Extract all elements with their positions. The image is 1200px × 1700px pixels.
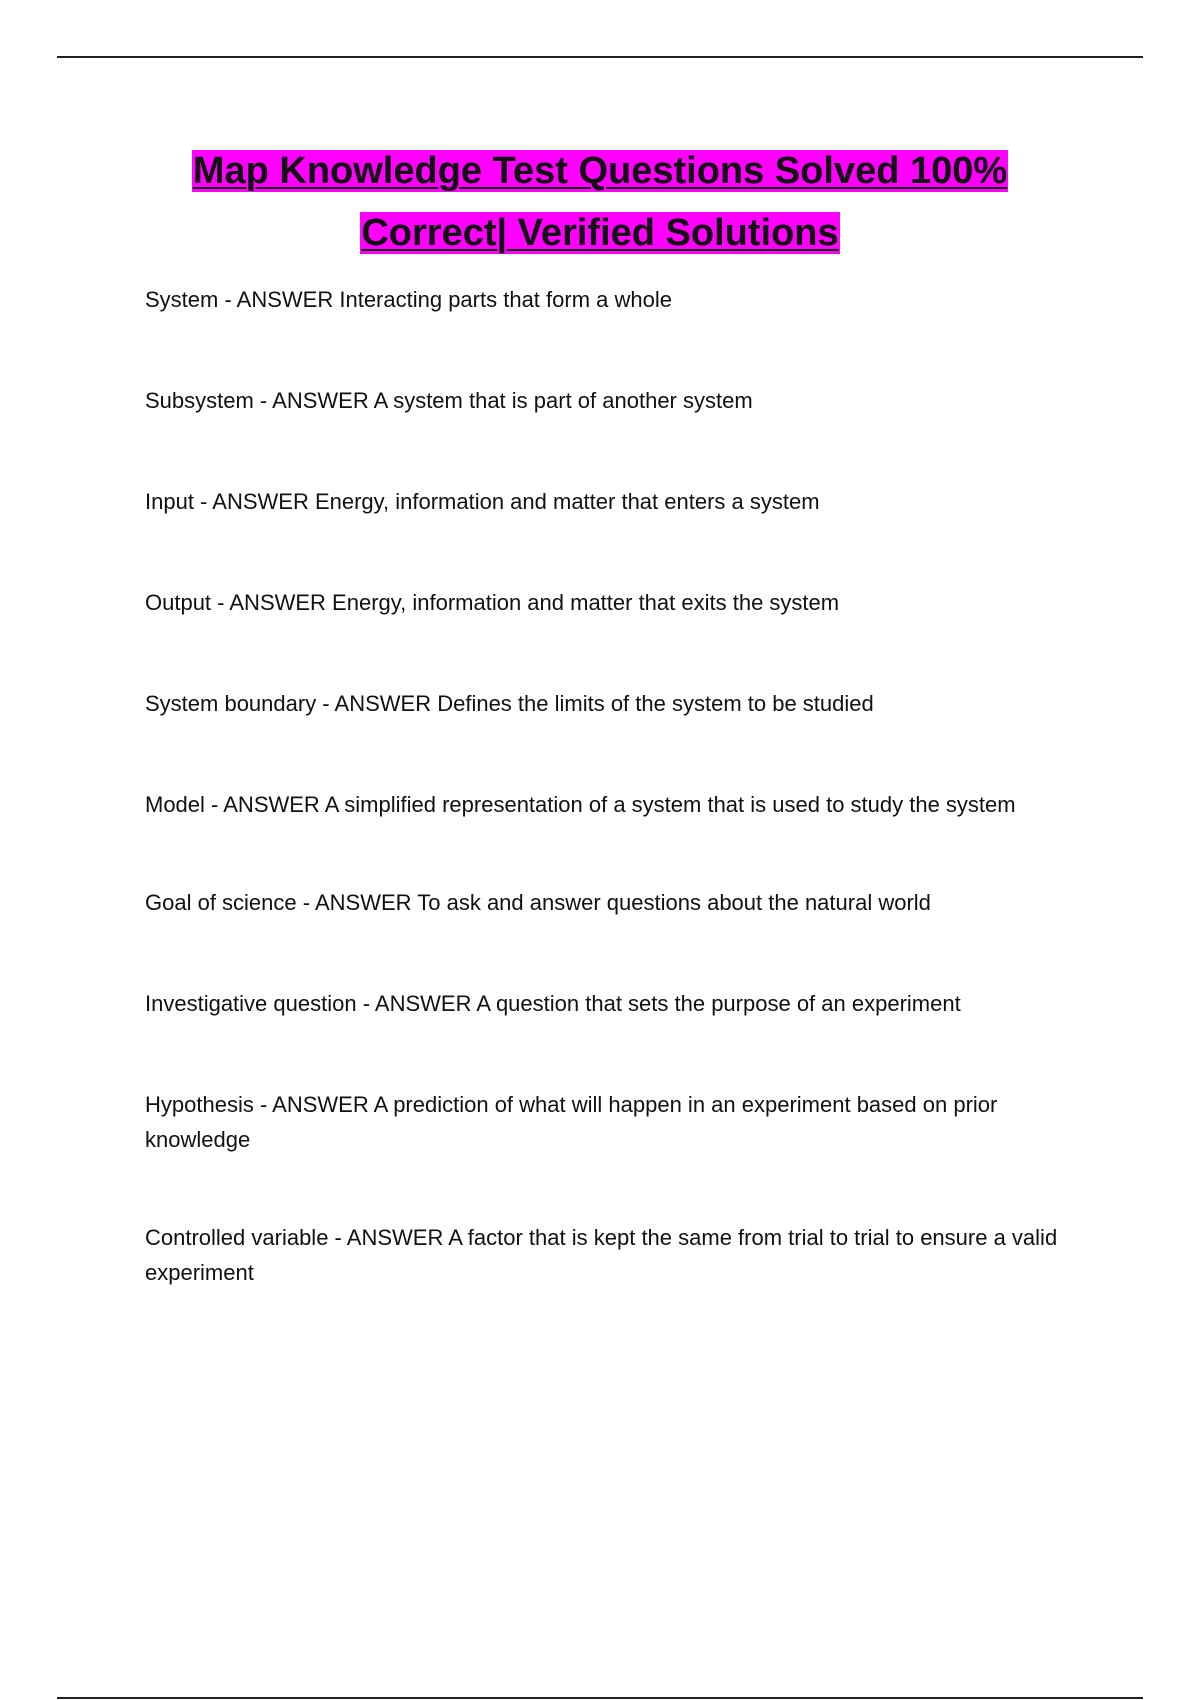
document-title: [140, 140, 1060, 264]
footer-divider: [57, 1697, 1143, 1699]
title-line-2: Correct| Verified Solutions: [361, 212, 839, 254]
header-divider: [57, 56, 1143, 58]
qa-item-hypothesis: [145, 1087, 1090, 1157]
qa-text: System - ANSWER Interacting parts that form a whole: [145, 287, 672, 312]
qa-list: [145, 282, 1090, 1353]
qa-text: Subsystem - ANSWER A system that is part of another system: [145, 388, 753, 413]
qa-item-goal-of-science: [145, 885, 1090, 920]
qa-item-investigative-question: [145, 986, 1090, 1021]
qa-text: Investigative question - ANSWER A question that sets the purpose of an experiment: [145, 991, 961, 1016]
qa-text: Model - ANSWER A simplified representation of a system that is used to study the system: [145, 792, 1016, 817]
qa-text: Hypothesis - ANSWER A prediction of what will happen in an experiment based on prior knowledge: [145, 1092, 998, 1152]
qa-text: Goal of science - ANSWER To ask and answer questions about the natural world: [145, 890, 931, 915]
qa-text: Controlled variable - ANSWER A factor that is kept the same from trial to trial to ensure a valid experiment: [145, 1225, 1058, 1285]
qa-item-input: [145, 484, 1090, 519]
qa-item-output: [145, 585, 1090, 620]
qa-item-model: [145, 787, 1090, 822]
qa-item-subsystem: [145, 383, 1090, 418]
qa-item-system-boundary: [145, 686, 1090, 721]
qa-text: Input - ANSWER Energy, information and matter that enters a system: [145, 489, 820, 514]
qa-item-system: [145, 282, 1090, 317]
qa-text: System boundary - ANSWER Defines the limits of the system to be studied: [145, 691, 874, 716]
title-line-1: Map Knowledge Test Questions Solved 100%: [192, 150, 1008, 192]
qa-text: Output - ANSWER Energy, information and matter that exits the system: [145, 590, 840, 615]
qa-item-controlled-variable: [145, 1220, 1090, 1290]
